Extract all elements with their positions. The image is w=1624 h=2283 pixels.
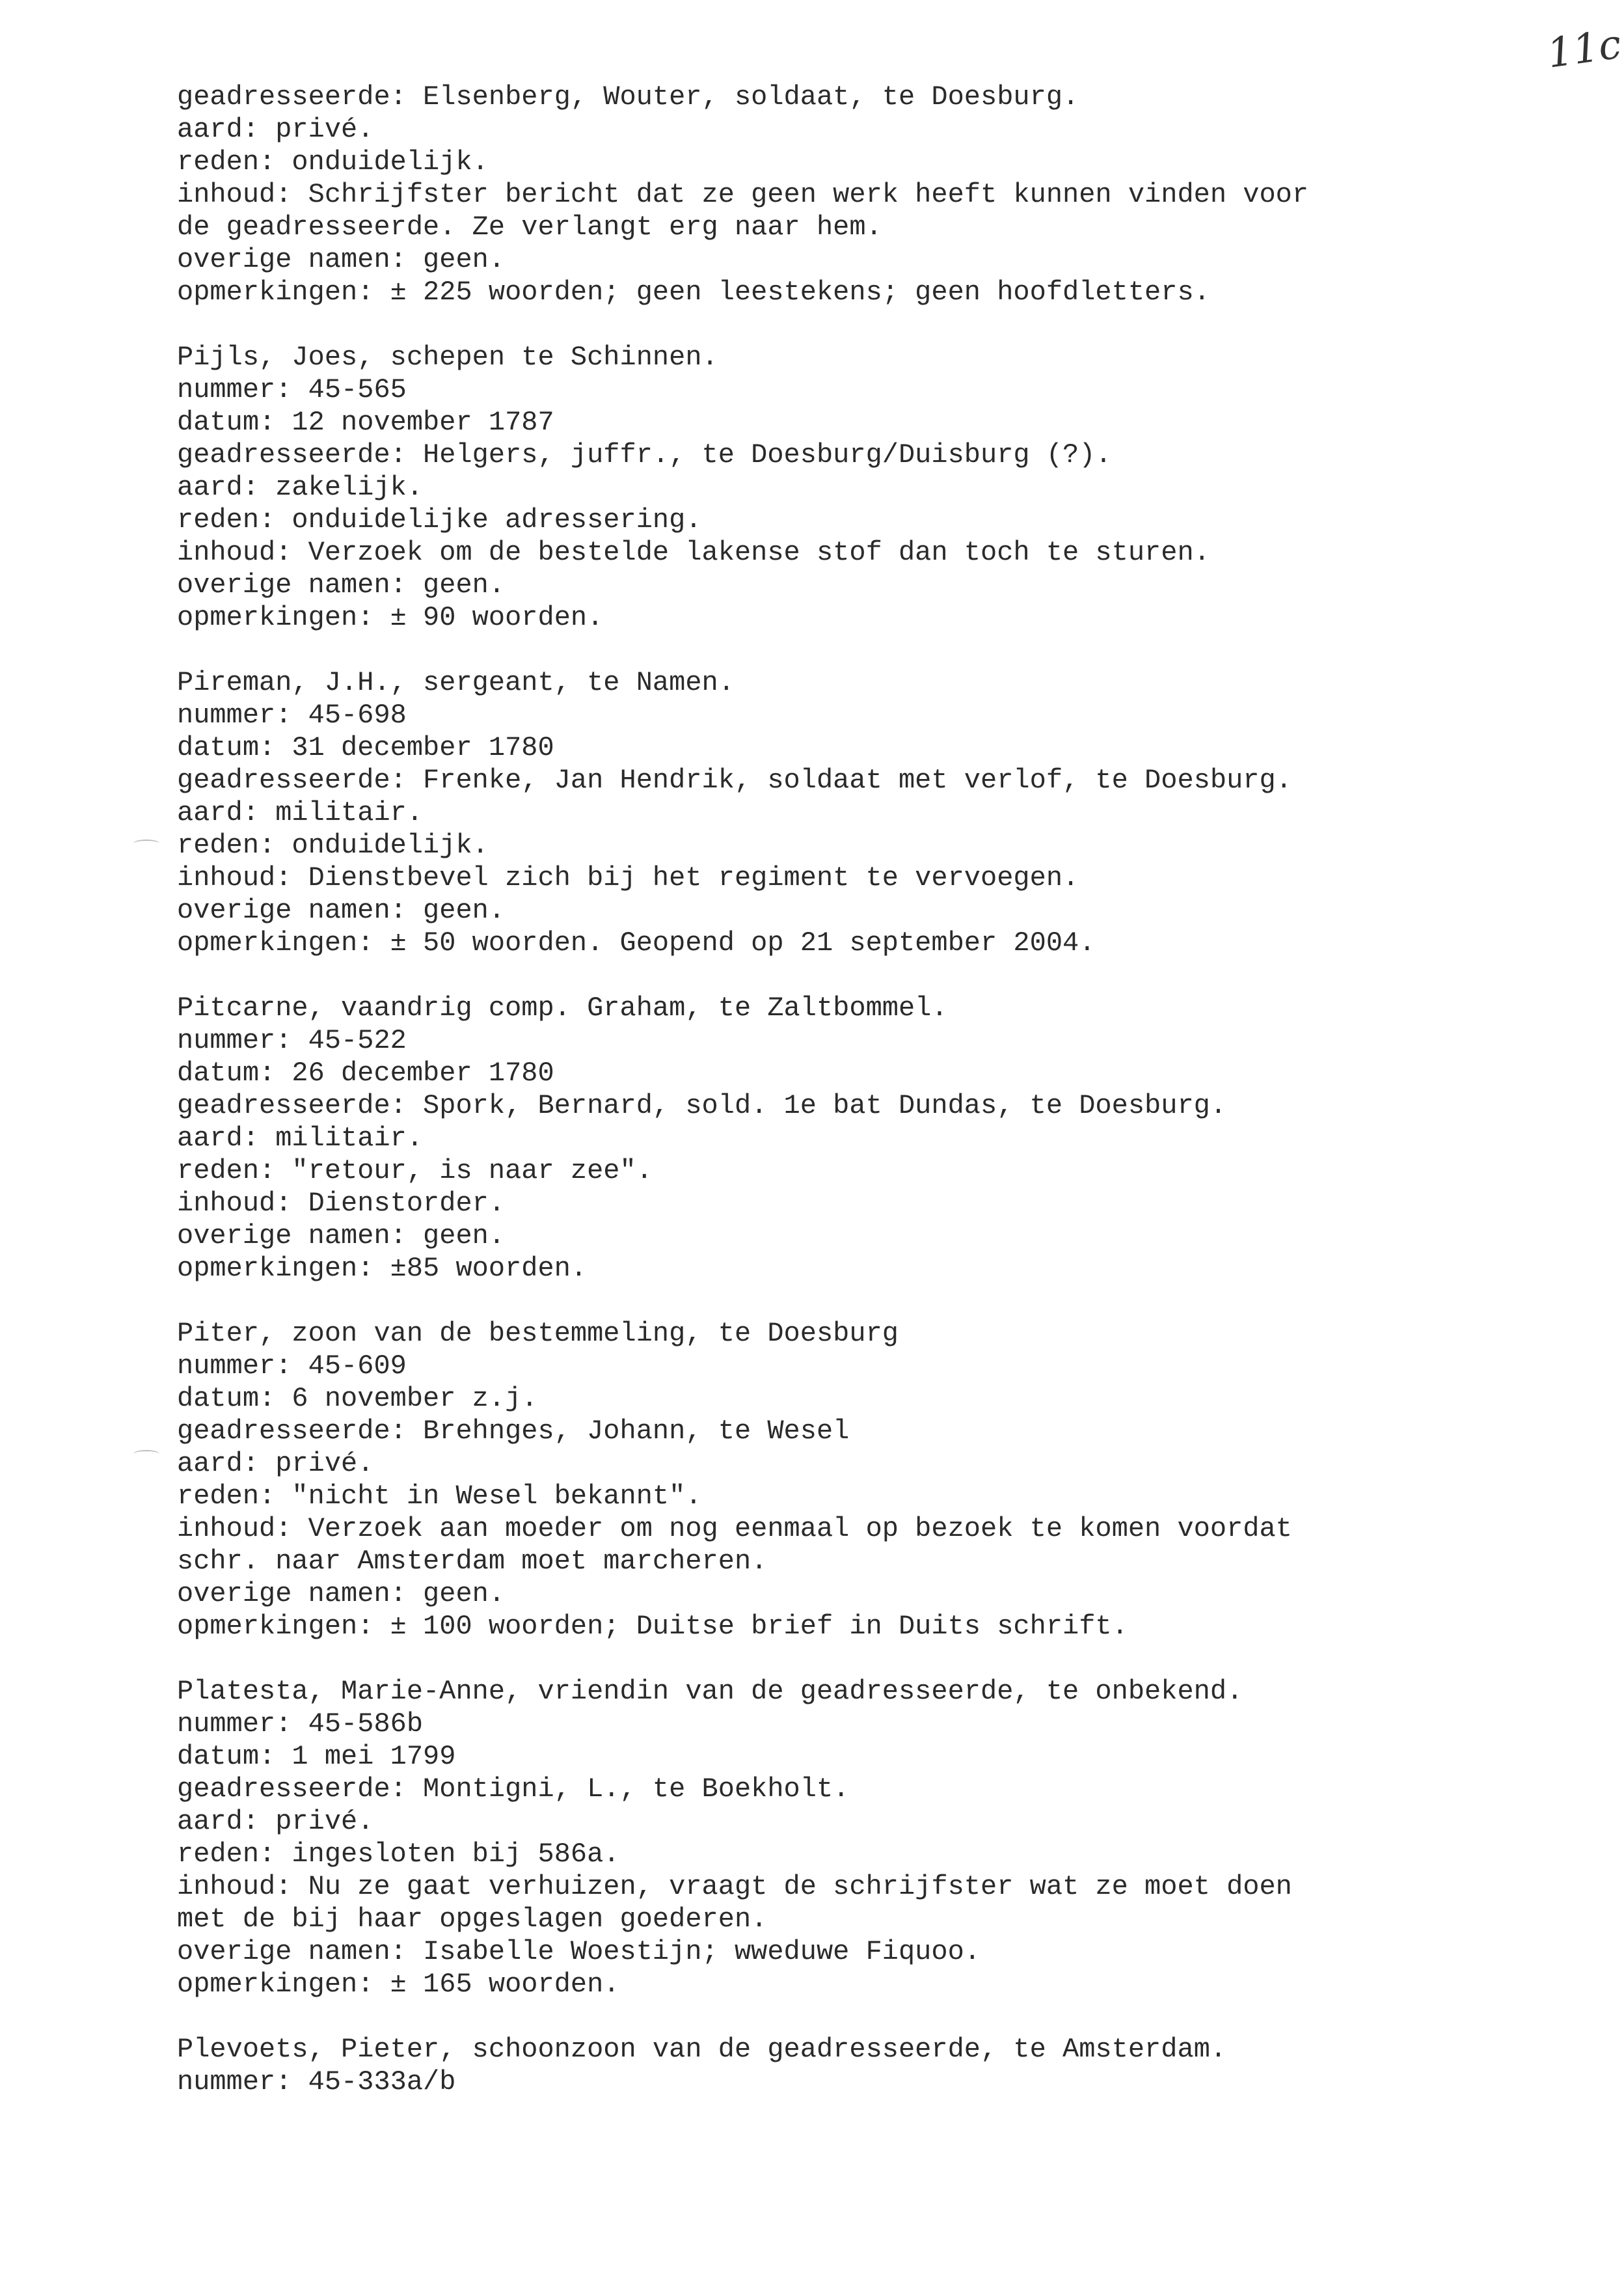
- letter-entry: [177, 2033, 1543, 2098]
- entry-line: geadresseerde: Brehnges, Johann, te Wesel: [177, 1415, 850, 1447]
- entry-line: aard: militair.: [177, 1123, 424, 1154]
- entry-line: datum: 6 november z.j.: [177, 1383, 538, 1414]
- letter-entry: [177, 1675, 1543, 2001]
- entry-line: nummer: 45-333a/b: [177, 2066, 456, 2098]
- entry-line: nummer: 45-698: [177, 700, 407, 731]
- entry-separator: [177, 1643, 1543, 1675]
- entry-line: inhoud: Dienstbevel zich bij het regiment te vervoegen.: [177, 862, 1079, 894]
- entry-line: inhoud: Nu ze gaat verhuizen, vraagt de schrijfster wat ze moet doen: [177, 1871, 1292, 1902]
- entry-line: overige namen: Isabelle Woestijn; wweduwe Fiquoo.: [177, 1936, 981, 1967]
- entry-line: overige namen: geen.: [177, 895, 506, 926]
- entry-line: nummer: 45-586b: [177, 1708, 424, 1740]
- entry-line: reden: "retour, is naar zee".: [177, 1155, 653, 1186]
- entry-line: datum: 1 mei 1799: [177, 1741, 456, 1772]
- entry-line: reden: onduidelijk.: [177, 830, 489, 861]
- entry-line: reden: "nicht in Wesel bekannt".: [177, 1481, 702, 1512]
- entry-line: opmerkingen: ± 225 woorden; geen leestekens; geen hoofdletters.: [177, 277, 1210, 308]
- page-number: 11c: [1544, 20, 1624, 77]
- entry-line: nummer: 45-609: [177, 1350, 407, 1382]
- entry-line: inhoud: Verzoek om de bestelde lakense stof dan toch te sturen.: [177, 537, 1210, 568]
- entry-line: schr. naar Amsterdam moet marcheren.: [177, 1546, 768, 1577]
- entry-line: opmerkingen: ± 165 woorden.: [177, 1969, 620, 2000]
- entry-separator: [177, 308, 1543, 341]
- entry-line: opmerkingen: ± 50 woorden. Geopend op 21 september 2004.: [177, 927, 1096, 959]
- entry-line: Pijls, Joes, schepen te Schinnen.: [177, 342, 718, 373]
- entry-line: inhoud: Dienstorder.: [177, 1188, 506, 1219]
- entry-line: aard: zakelijk.: [177, 472, 424, 503]
- letter-entry: [177, 1317, 1543, 1643]
- entry-line: datum: 31 december 1780: [177, 732, 554, 763]
- entry-line: overige namen: geen.: [177, 569, 506, 601]
- entry-line: geadresseerde: Elsenberg, Wouter, soldaat, te Doesburg.: [177, 81, 1079, 113]
- entry-line: de geadresseerde. Ze verlangt erg naar hem.: [177, 212, 882, 243]
- entry-line: geadresseerde: Frenke, Jan Hendrik, soldaat met verlof, te Doesburg.: [177, 765, 1292, 796]
- entry-separator: [177, 959, 1543, 992]
- entry-line: opmerkingen: ± 90 woorden.: [177, 602, 604, 633]
- entry-line: Platesta, Marie-Anne, vriendin van de geadresseerde, te onbekend.: [177, 1676, 1243, 1707]
- entry-separator: [177, 1285, 1543, 1317]
- entry-line: opmerkingen: ±85 woorden.: [177, 1253, 588, 1284]
- entry-line: aard: privé.: [177, 1806, 374, 1837]
- entry-line: met de bij haar opgeslagen goederen.: [177, 1904, 768, 1935]
- margin-mark: [133, 840, 159, 847]
- entry-line: datum: 26 december 1780: [177, 1058, 554, 1089]
- entry-line: aard: privé.: [177, 114, 374, 145]
- entry-line: Pitcarne, vaandrig comp. Graham, te Zaltbommel.: [177, 992, 948, 1024]
- entry-line: inhoud: Schrijfster bericht dat ze geen werk heeft kunnen vinden voor: [177, 179, 1309, 210]
- entry-line: aard: privé.: [177, 1448, 374, 1479]
- entry-separator: [177, 2001, 1543, 2033]
- entry-line: reden: onduidelijk.: [177, 146, 489, 178]
- entry-line: geadresseerde: Spork, Bernard, sold. 1e bat Dundas, te Doesburg.: [177, 1090, 1227, 1121]
- entry-line: Pireman, J.H., sergeant, te Namen.: [177, 667, 735, 698]
- letter-entry: [177, 666, 1543, 959]
- entry-line: nummer: 45-565: [177, 374, 407, 405]
- letter-entry: [177, 341, 1543, 634]
- entry-line: datum: 12 november 1787: [177, 407, 554, 438]
- margin-mark: [133, 1450, 159, 1458]
- entry-line: overige namen: geen.: [177, 244, 506, 275]
- entry-line: reden: onduidelijke adressering.: [177, 504, 702, 536]
- entry-line: inhoud: Verzoek aan moeder om nog eenmaal op bezoek te komen voordat: [177, 1513, 1292, 1544]
- entry-line: reden: ingesloten bij 586a.: [177, 1839, 620, 1870]
- entry-line: Plevoets, Pieter, schoonzoon van de geadresseerde, te Amsterdam.: [177, 2034, 1227, 2065]
- entry-line: opmerkingen: ± 100 woorden; Duitse brief in Duits schrift.: [177, 1611, 1128, 1642]
- entry-line: nummer: 45-522: [177, 1025, 407, 1056]
- entry-line: geadresseerde: Helgers, juffr., te Doesburg/Duisburg (?).: [177, 439, 1112, 471]
- entry-line: aard: militair.: [177, 797, 424, 828]
- entry-line: geadresseerde: Montigni, L., te Boekholt.: [177, 1773, 850, 1805]
- entry-line: overige namen: geen.: [177, 1220, 506, 1251]
- entry-line: overige namen: geen.: [177, 1578, 506, 1609]
- entry-line: Piter, zoon van de bestemmeling, te Doesburg: [177, 1318, 899, 1349]
- document-body: [177, 81, 1543, 2098]
- letter-entry: [177, 81, 1543, 308]
- entry-separator: [177, 634, 1543, 666]
- letter-entry: [177, 992, 1543, 1285]
